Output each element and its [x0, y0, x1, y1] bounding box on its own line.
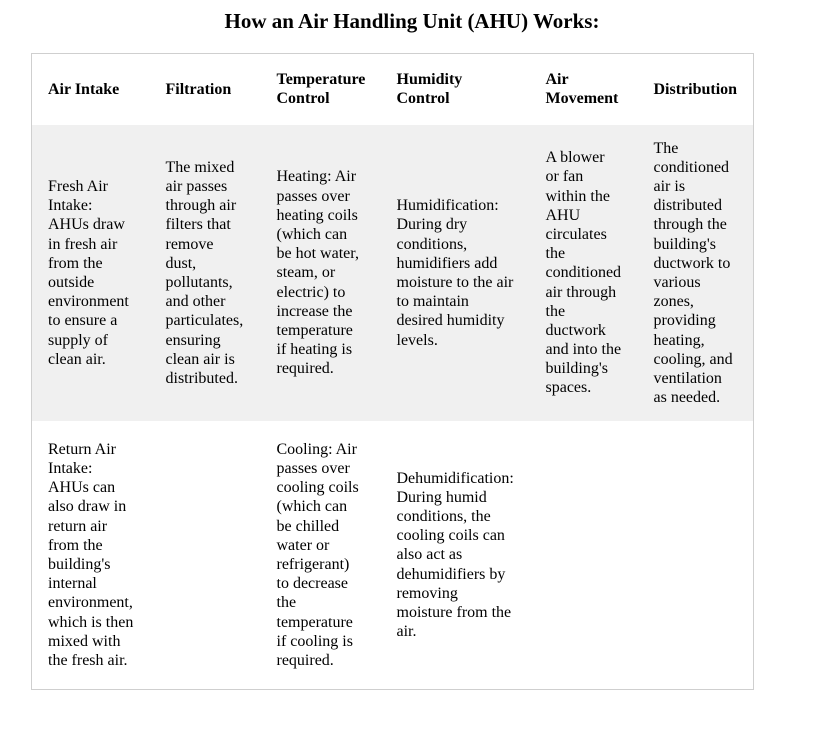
- ahu-table: [31, 53, 754, 690]
- cell-air-movement: A blower or fan within the AHU circulates the conditioned air through the ductwork and into the building's spaces.: [530, 125, 638, 422]
- cell-empty-filtration: [150, 421, 261, 689]
- page-title: How an Air Handling Unit (AHU) Works:: [224, 9, 600, 33]
- table-row-fresh-air: [32, 125, 754, 422]
- cell-heating: Heating: Air passes over heating coils (which can be hot water, steam, or electric) to increase the temperature if heating is required.: [261, 125, 381, 422]
- cell-empty-air-movement: [530, 421, 638, 689]
- column-header-air-intake: Air Intake: [32, 54, 150, 125]
- column-header-temperature-control: Temperature Control: [261, 54, 381, 125]
- cell-dehumidification: Dehumidification: During humid conditions, the cooling coils can also act as dehumidifiers by removing moisture from the air.: [381, 421, 530, 689]
- column-header-filtration: Filtration: [150, 54, 261, 125]
- cell-cooling: Cooling: Air passes over cooling coils (which can be chilled water or refrigerant) to decrease the temperature if cooling is required.: [261, 421, 381, 689]
- table-row-return-air: [32, 421, 754, 689]
- column-header-air-movement: Air Movement: [530, 54, 638, 125]
- cell-empty-distribution: [638, 421, 754, 689]
- cell-fresh-air-intake: Fresh Air Intake: AHUs draw in fresh air from the outside environment to ensure a supply of clean air.: [32, 125, 150, 422]
- cell-filtration: The mixed air passes through air filters that remove dust, pollutants, and other particulates, ensuring clean air is distributed.: [150, 125, 261, 422]
- cell-distribution: The conditioned air is distributed through the building's ductwork to various zones, providing heating, cooling, and ventilation as needed.: [638, 125, 754, 422]
- column-header-humidity-control: Humidity Control: [381, 54, 530, 125]
- table-header-row: [32, 54, 754, 125]
- column-header-distribution: Distribution: [638, 54, 754, 125]
- cell-humidification: Humidification: During dry conditions, humidifiers add moisture to the air to maintain desired humidity levels.: [381, 125, 530, 422]
- cell-return-air-intake: Return Air Intake: AHUs can also draw in return air from the building's internal environment, which is then mixed with the fresh air.: [32, 421, 150, 689]
